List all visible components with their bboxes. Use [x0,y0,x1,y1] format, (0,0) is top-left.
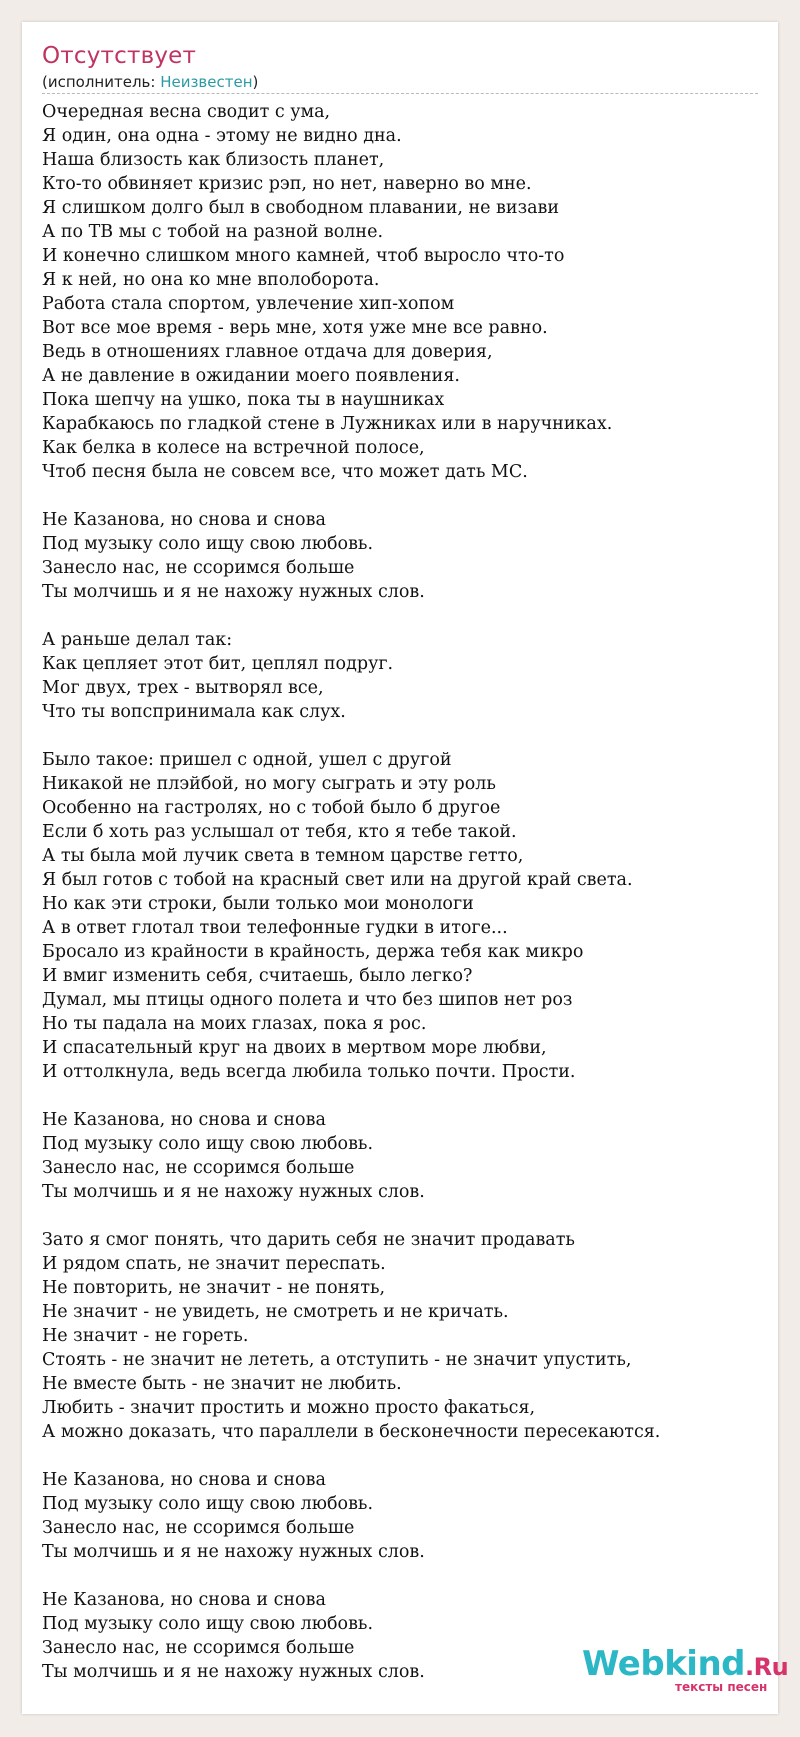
lyric-line: Ты молчишь и я не нахожу нужных слов. [42,1662,425,1682]
lyric-line: Думал, мы птицы одного полета и что без шипов нет роз [42,990,573,1010]
lyric-line: Я слишком долго был в свободном плавании, не визави [42,198,560,218]
stanza-gap [42,484,772,508]
lyric-line: Под музыку соло ищу свою любовь. [42,1134,374,1154]
lyric-line: Ты молчишь и я не нахожу нужных слов. [42,582,425,602]
lyric-line: Но ты падала на моих глазах, пока я рос. [42,1014,427,1034]
lyrics-card [22,22,789,1714]
lyric-line: Если б хоть раз услышал от тебя, кто я тебе такой. [42,822,517,842]
logo-brand: Webkind [582,1644,745,1684]
lyric-line: Ты молчишь и я не нахожу нужных слов. [42,1542,425,1562]
lyric-line: А раньше делал так: [42,630,233,650]
lyric-line: Бросало из крайности в крайность, держа тебя как микро [42,942,584,962]
lyric-line: И спасательный круг на двоих в мертвом море любви, [42,1038,547,1058]
lyrics-stanza [42,1108,772,1204]
lyric-line: Зато я смог понять, что дарить себя не значит продавать [42,1230,575,1250]
lyric-line: Было такое: пришел с одной, ушел с другой [42,750,452,770]
lyric-line: И оттолкнула, ведь всегда любила только почти. Прости. [42,1062,576,1082]
song-header [42,42,758,94]
lyric-line: Особенно на гастролях, но с тобой было б другое [42,798,501,818]
lyrics-stanza [42,748,772,1084]
lyric-line: Под музыку соло ищу свою любовь. [42,1614,374,1634]
logo-tld: .Ru [745,1653,789,1681]
lyric-line: Не вместе быть - не значит не любить. [42,1374,402,1394]
lyric-line: Не Казанова, но снова и снова [42,1470,326,1490]
lyric-line: Под музыку соло ищу свою любовь. [42,534,374,554]
artist-link[interactable]: Неизвестен [160,73,253,91]
lyric-line: И конечно слишком много камней, чтоб выросло что-то [42,246,565,266]
lyric-line: Никакой не плэйбой, но могу сыграть и эту роль [42,774,496,794]
lyric-line: Наша близость как близость планет, [42,150,385,170]
lyric-line: Как белка в колесе на встречной полосе, [42,438,425,458]
lyric-line: Под музыку соло ищу свою любовь. [42,1494,374,1514]
lyric-line: А по ТВ мы с тобой на разной волне. [42,222,384,242]
logo-tagline: тексты песен [675,1680,768,1694]
lyrics-stanza [42,508,772,604]
lyric-line: Не Казанова, но снова и снова [42,1110,326,1130]
lyrics-stanza [42,1228,772,1444]
lyrics-stanza [42,100,772,484]
lyric-line: Чтоб песня была не совсем все, что может дать МС. [42,462,528,482]
lyric-line: Я к ней, но она ко мне вполоборота. [42,270,380,290]
lyric-line: Не Казанова, но снова и снова [42,1590,326,1610]
artist-prefix: (исполнитель: [42,73,161,91]
lyric-line: Как цепляет этот бит, цеплял подруг. [42,654,394,674]
lyric-line: Занесло нас, не ссоримся больше [42,1158,355,1178]
stanza-gap [42,1564,772,1588]
stanza-gap [42,604,772,628]
lyric-line: Вот все мое время - верь мне, хотя уже мне все равно. [42,318,548,338]
lyric-line: Ты молчишь и я не нахожу нужных слов. [42,1182,425,1202]
stanza-gap [42,1084,772,1108]
lyric-line: Но как эти строки, были только мои монологи [42,894,474,914]
lyric-line: Кто-то обвиняет кризис рэп, но нет, наверно во мне. [42,174,532,194]
lyric-line: Не значит - не увидеть, не смотреть и не кричать. [42,1302,509,1322]
lyric-line: Я был готов с тобой на красный свет или на другой край света. [42,870,633,890]
lyric-line: А можно доказать, что параллели в бесконечности пересекаются. [42,1422,661,1442]
lyric-line: Карабкаюсь по гладкой стене в Лужниках или в наручниках. [42,414,613,434]
lyric-line: Что ты вопспринимала как слух. [42,702,346,722]
lyric-line: Занесло нас, не ссоримся больше [42,1518,355,1538]
lyric-line: А ты была мой лучик света в темном царстве гетто, [42,846,524,866]
lyric-line: Не повторить, не значит - не понять, [42,1278,386,1298]
lyrics-stanza [42,1468,772,1564]
lyrics-stanza [42,628,772,724]
stanza-gap [42,1444,772,1468]
lyric-line: Занесло нас, не ссоримся больше [42,1638,355,1658]
lyric-line: А в ответ глотал твои телефонные гудки в итоге... [42,918,508,938]
lyrics-body [42,100,772,1684]
lyric-line: Стоять - не значит не лететь, а отступить - не значит упустить, [42,1350,632,1370]
lyric-line: Не Казанова, но снова и снова [42,510,326,530]
lyric-line: Мог двух, трех - вытворял все, [42,678,324,698]
stanza-gap [42,1204,772,1228]
site-logo[interactable] [582,1644,789,1694]
artist-suffix: ) [252,73,259,91]
lyric-line: И рядом спать, не значит переспать. [42,1254,386,1274]
header-divider [42,93,758,94]
lyric-line: Ведь в отношениях главное отдача для доверия, [42,342,493,362]
lyric-line: Я один, она одна - этому не видно дна. [42,126,402,146]
lyric-line: Пока шепчу на ушко, пока ты в наушниках [42,390,445,410]
lyric-line: А не давление в ожидании моего появления. [42,366,460,386]
artist-line [42,72,758,92]
lyric-line: Работа стала спортом, увлечение хип-хопом [42,294,455,314]
lyric-line: Не значит - не гореть. [42,1326,249,1346]
song-title: Отсутствует [42,43,197,69]
lyric-line: И вмиг изменить себя, считаешь, было легко? [42,966,473,986]
lyric-line: Очередная весна сводит с ума, [42,102,331,122]
lyric-line: Занесло нас, не ссоримся больше [42,558,355,578]
stanza-gap [42,724,772,748]
lyric-line: Любить - значит простить и можно просто факаться, [42,1398,536,1418]
